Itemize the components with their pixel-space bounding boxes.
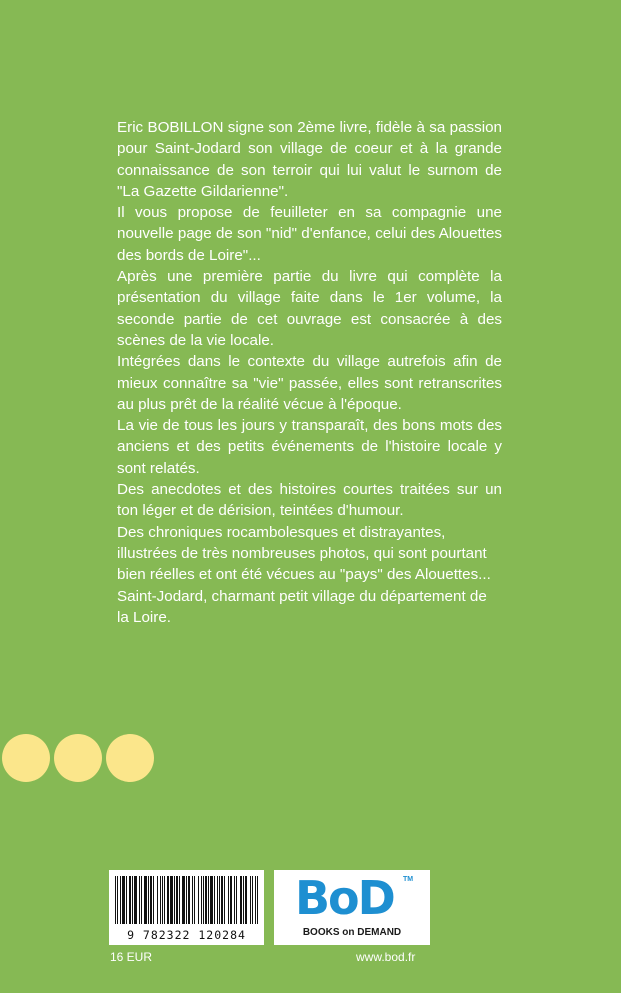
blurb-paragraph: Intégrées dans le contexte du village autrefois afin de mieux connaître sa "vie" passée, elles sont retranscrites au plus prêt de la réalité vécue à l'époque. xyxy=(117,353,502,413)
decorative-dot xyxy=(106,734,154,782)
barcode-bars xyxy=(115,876,258,924)
barcode-digits: 9 782322 120284 xyxy=(127,928,246,942)
blurb-paragraph: Il vous propose de feuilleter en sa compagnie une nouvelle page de son "nid" d'enfance, celui des Alouettes des bords de Loire"... xyxy=(117,204,502,264)
back-cover-blurb xyxy=(117,117,502,628)
publisher-logo xyxy=(274,870,430,945)
decorative-dots xyxy=(2,734,154,782)
blurb-paragraph: Des anecdotes et des histoires courtes traitées sur un ton léger et de dérision, teintées d'humour. xyxy=(117,481,502,520)
isbn-barcode xyxy=(109,870,264,945)
decorative-dot xyxy=(2,734,50,782)
blurb-paragraph: Des chroniques rocambolesques et distrayantes, illustrées de très nombreuses photos, qui sont pourtant bien réelles et ont été vécues au "pays" des Alouettes... Saint-Jodard, charmant petit village du département de la Loire. xyxy=(117,523,491,626)
blurb-paragraph: Après une première partie du livre qui complète la présentation du village faite dans le 1er volume, la seconde partie de cet ouvrage est consacrée à des scènes de la vie locale. xyxy=(117,268,502,349)
price-label: 16 EUR xyxy=(110,950,153,964)
blurb-paragraph: La vie de tous les jours y transparaît, des bons mots des anciens et des petits événements de l'histoire locale y sont relatés. xyxy=(117,417,502,477)
publisher-tagline: BOOKS on DEMAND xyxy=(302,927,402,938)
decorative-dot xyxy=(54,734,102,782)
bod-logo-text: BoD xyxy=(295,871,394,925)
blurb-paragraph: Eric BOBILLON signe son 2ème livre, fidèle à sa passion pour Saint-Jodard son village de coeur et à la grande connaissance de son terroir qui lui valut le surnom de "La Gazette Gildarienne". xyxy=(117,119,502,200)
publisher-website: www.bod.fr xyxy=(356,950,416,964)
trademark-mark: TM xyxy=(403,876,414,883)
